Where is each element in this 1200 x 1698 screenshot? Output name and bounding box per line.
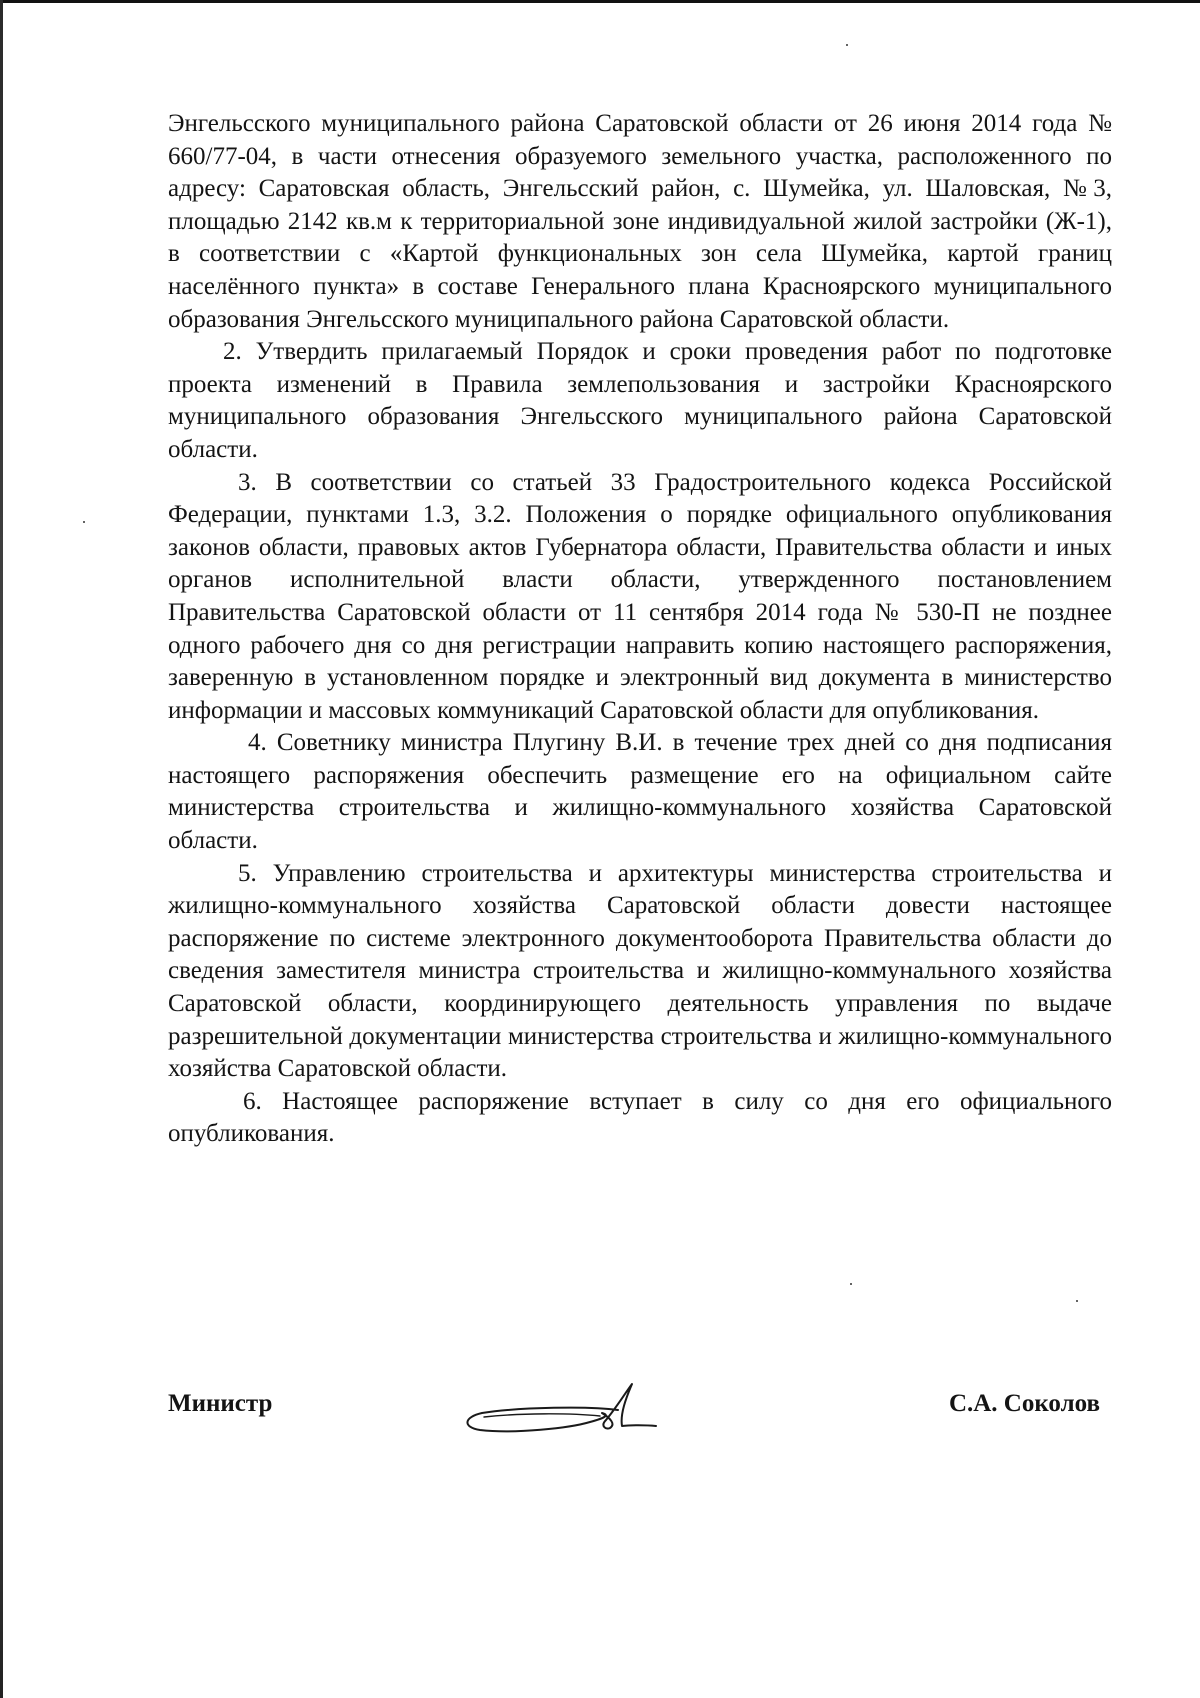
scan-speck: [850, 1283, 852, 1285]
scan-speck: [1076, 1300, 1078, 1302]
document-body: [168, 108, 1112, 1151]
scan-speck: [83, 521, 85, 523]
handwritten-signature: [460, 1380, 660, 1446]
scan-left-edge: [0, 0, 3, 1698]
signature-block: [168, 1380, 1100, 1450]
paragraph-item-5: 5. Управлению строительства и архитектуры министерства строительства и жилищно-коммунального хозяйства Саратовской области довести настоящее распоряжение по системе электронного документооборота Правительства области до сведения заместителя министра строительства и жилищно-коммунального хозяйства Саратовской области, координирующего деятельность управления по выдаче разрешительной документации министерства строительства и жилищно-коммунального хозяйства Саратовской области.: [168, 859, 1112, 1083]
paragraph-item-3: 3. В соответствии со статьей 33 Градостроительного кодекса Российской Федерации, пунктами 1.3, 3.2. Положения о порядке официального опубликования законов области, правовых актов Губернатора области, Правительства области и иных органов исполнительной власти области, утвержденного постановлением Правительства Саратовской области от 11 сентября 2014 года № 530-П не позднее одного рабочего дня со дня регистрации направить копию настоящего распоряжения, заверенную в установленном порядке и электронный вид документа в министерство информации и массовых коммуникаций Саратовской области для опубликования.: [168, 468, 1112, 724]
signatory-name: С.А. Соколов: [948, 1390, 1100, 1417]
paragraph-continuation: Энгельсского муниципального района Саратовской области от 26 июня 2014 года № 660/77-04, в части отнесения образуемого земельного участка, расположенного по адресу: Саратовская область, Энгельсский район, с. Шумейка, ул. Шаловская, №3, площадью 2142 кв.м к территориальной зоне индивидуальной жилой застройки (Ж-1), в соответствии с «Картой функциональных зон села Шумейка, картой границ населённого пункта» в составе Генерального плана Красноярского муниципального образования Энгельсского муниципального района Саратовской области.: [168, 110, 1112, 333]
scan-top-edge: [0, 0, 1200, 3]
paragraph-item-4: 4. Советнику министра Плугину В.И. в течение трех дней со дня подписания настоящего распоряжения обеспечить размещение его на официальном сайте министерства строительства и жилищно-коммунального хозяйства Саратовской области.: [168, 729, 1112, 855]
signatory-title: Министр: [168, 1390, 273, 1417]
paragraph-item-6: 6. Настоящее распоряжение вступает в силу со дня его официального опубликования.: [168, 1087, 1112, 1148]
paragraph-item-2: 2. Утвердить прилагаемый Порядок и сроки проведения работ по подготовке проекта изменений в Правила землепользования и застройки Красноярского муниципального образования Энгельсского муниципального района Саратовской области.: [168, 338, 1112, 463]
scan-speck: [846, 44, 848, 46]
